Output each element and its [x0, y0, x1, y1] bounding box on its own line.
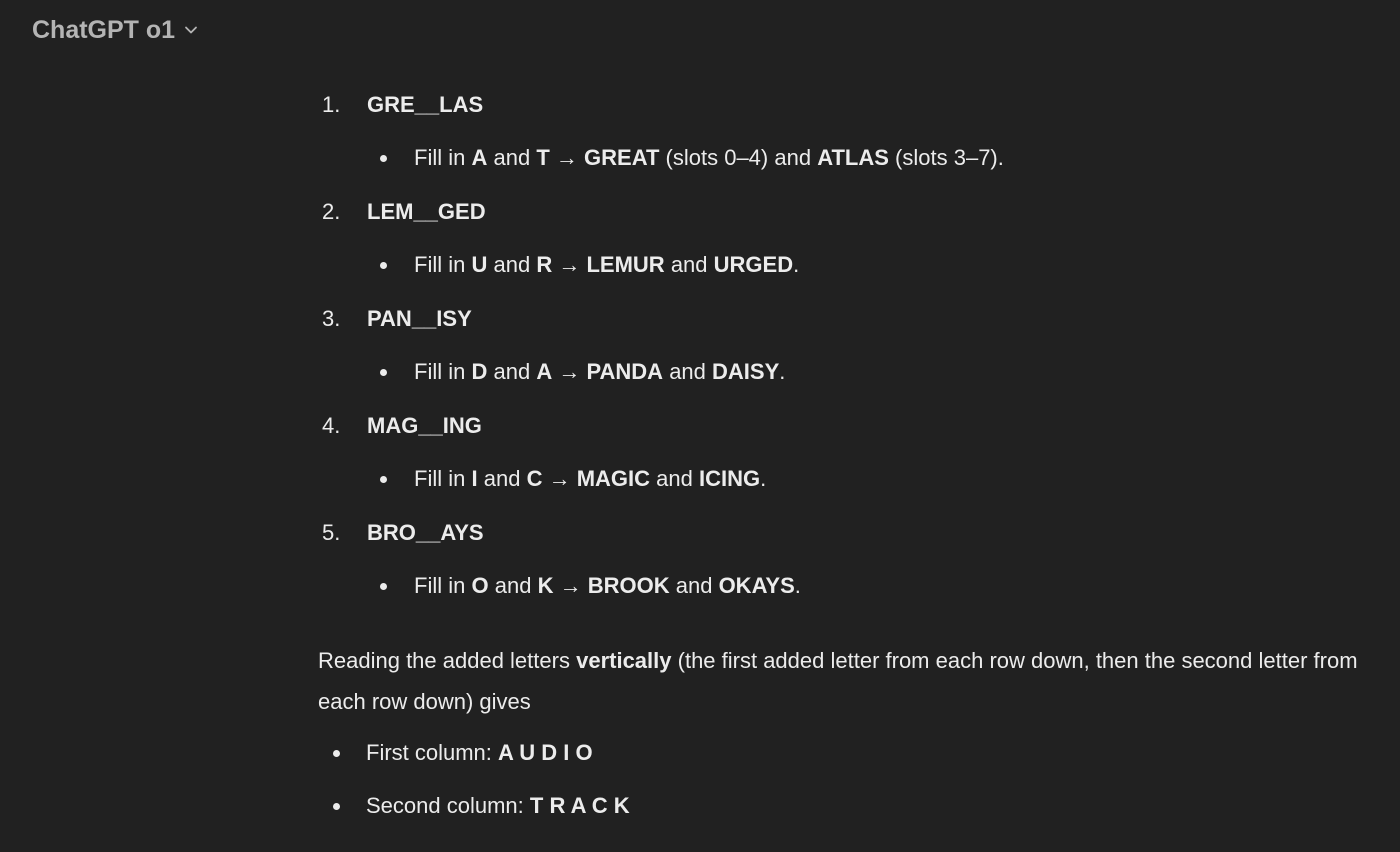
- item-number: 5.: [322, 520, 341, 545]
- puzzle-word: BRO__AYS: [367, 520, 484, 545]
- puzzle-word: PAN__ISY: [367, 306, 472, 331]
- list-item: Fill in D and A → PANDA and DAISY.: [414, 357, 785, 387]
- puzzle-word: LEM__GED: [367, 199, 486, 224]
- bullet-icon: [380, 583, 387, 590]
- list-item: Fill in U and R → LEMUR and URGED.: [414, 250, 799, 280]
- item-number: 3.: [322, 306, 341, 331]
- list-item: Fill in O and K → BROOK and OKAYS.: [414, 571, 801, 601]
- item-number: 2.: [322, 199, 341, 224]
- list-item: Fill in I and C → MAGIC and ICING.: [414, 464, 766, 494]
- bullet-icon: [380, 155, 387, 162]
- model-selector[interactable]: [32, 12, 199, 48]
- bullet-icon: [333, 750, 340, 757]
- list-item: Fill in A and T → GREAT (slots 0–4) and ATLAS (slots 3–7).: [414, 143, 1004, 173]
- bullet-icon: [333, 803, 340, 810]
- list-item: First column: A U D I O: [366, 738, 593, 768]
- bullet-icon: [380, 262, 387, 269]
- model-name: ChatGPT o1: [32, 15, 176, 44]
- list-item: Second column: T R A C K: [366, 791, 630, 821]
- bullet-icon: [380, 476, 387, 483]
- item-number: 4.: [322, 413, 341, 438]
- explanation-paragraph: Reading the added letters vertically (the first added letter from each row down, then the second letter from each row down) gives: [318, 648, 1358, 714]
- puzzle-word: GRE__LAS: [367, 92, 484, 117]
- bullet-icon: [380, 369, 387, 376]
- item-number: 1.: [322, 92, 341, 117]
- puzzle-word: MAG__ING: [367, 413, 482, 438]
- chevron-down-icon: [183, 22, 199, 38]
